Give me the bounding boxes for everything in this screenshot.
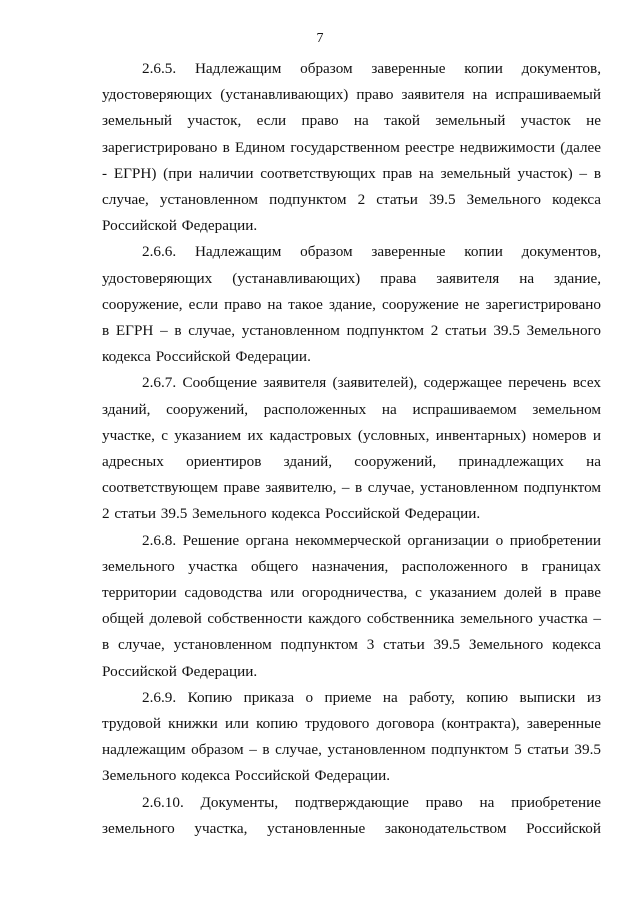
paragraph-2-6-9: 2.6.9. Копию приказа о приеме на работу, копию выписки из трудовой книжки или копию трудового договора (контракта), заверенные надлежащим образом – в случае, установленном подпунктом 5 статьи 39.5 Земельного кодекса Российской Федерации.	[102, 688, 601, 785]
paragraph-2-6-5: 2.6.5. Надлежащим образом заверенные копии документов, удостоверяющих (устанавливающих) право заявителя на испрашиваемый земельный участок, если право на такой земельный участок не зарегистрировано в Едином государственном реестре недвижимости (далее - ЕГРН) (при наличии соответствующих прав на земельный участок) – в случае, установленном подпунктом 2 статьи 39.5 Земельного кодекса Российской Федерации.	[102, 60, 601, 235]
paragraph-2-6-10: 2.6.10. Документы, подтверждающие право на приобретение земельного участка, установленные законодательством Российской	[102, 793, 601, 837]
paragraph-2-6-7: 2.6.7. Сообщение заявителя (заявителей), содержащее перечень всех зданий, сооружений, расположенных на испрашиваемом земельном участке, с указанием их кадастровых (условных, инвентарных) номеров и адресных ориентиров зданий, сооружений, принадлежащих на соответствующем праве заявителю, – в случае, установленном подпунктом 2 статьи 39.5 Земельного кодекса Российской Федерации.	[102, 374, 601, 523]
paragraph-2-6-8: 2.6.8. Решение органа некоммерческой организации о приобретении земельного участка общего назначения, расположенного в границах территории садоводства или огородничества, с указанием долей в праве общей долевой собственности каждого собственника земельного участка – в случае, установленном подпунктом 3 статьи 39.5 Земельного кодекса Российской Федерации.	[102, 531, 601, 680]
page-number: 7	[316, 31, 324, 46]
paragraph-2-6-6: 2.6.6. Надлежащим образом заверенные копии документов, удостоверяющих (устанавливающих) права заявителя на здание, сооружение, если право на такое здание, сооружение не зарегистрировано в ЕГРН – в случае, установленном подпунктом 2 статьи 39.5 Земельного кодекса Российской Федерации.	[102, 243, 601, 366]
document-body	[102, 56, 601, 842]
